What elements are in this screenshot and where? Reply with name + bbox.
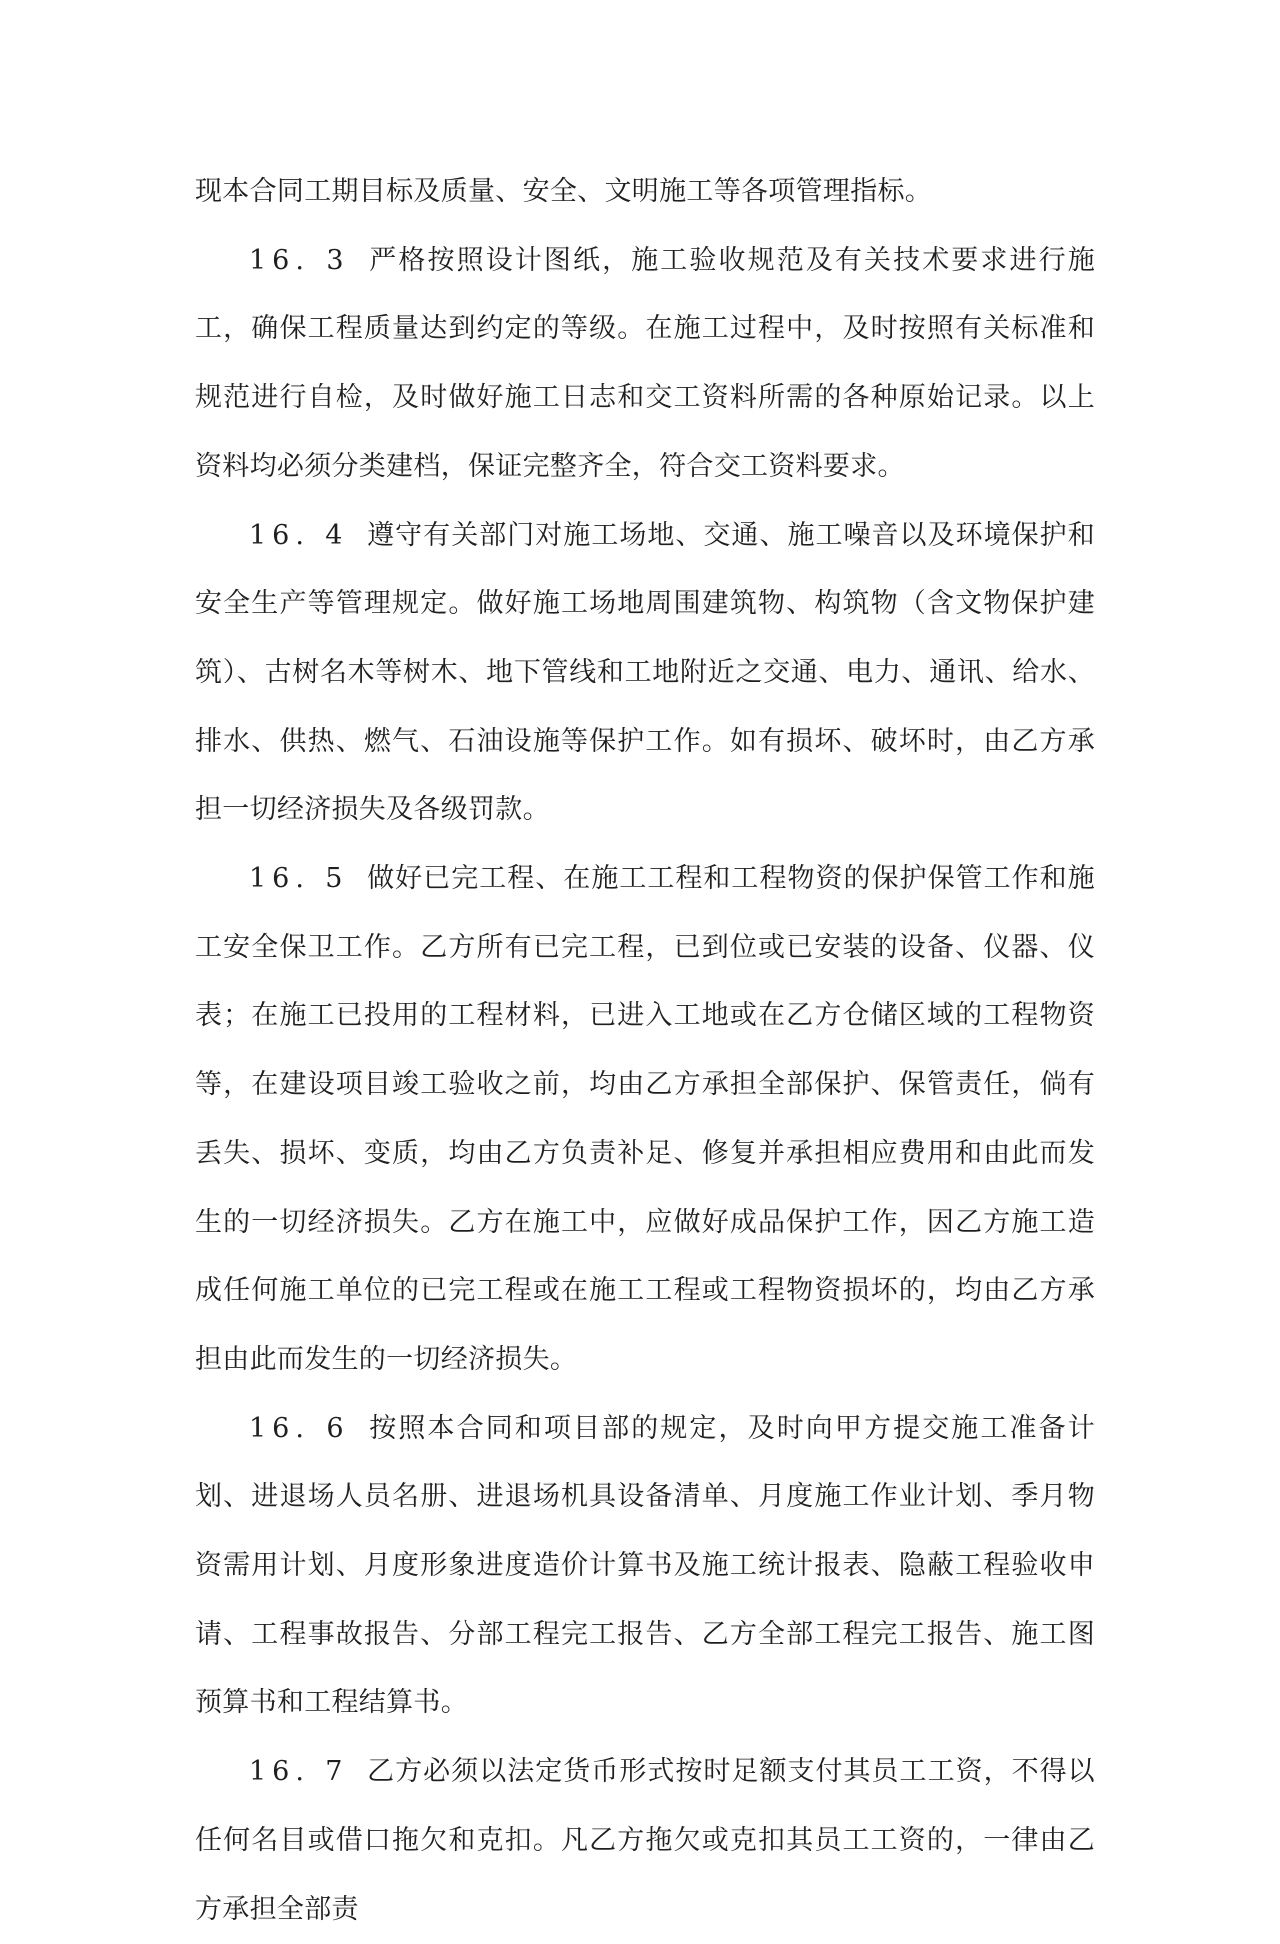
clause-text: 乙方必须以法定货币形式按时足额支付其员工工资，不得以任何名目或借口拖欠和克扣。凡乙方拖欠或克扣其员工工资的，一律由乙方承担全部责 [195, 1756, 1095, 1925]
clause-16-4 [195, 502, 1095, 846]
clause-16-5 [195, 845, 1095, 1395]
clause-16-6 [195, 1395, 1095, 1739]
paragraph-continuation [195, 158, 1095, 227]
clause-number: 16. 6 [249, 1412, 350, 1444]
clause-number: 16. 5 [249, 863, 349, 895]
clause-number: 16. 7 [249, 1756, 349, 1788]
clause-text: 严格按照设计图纸，施工验收规范及有关技术要求进行施工，确保工程质量达到约定的等级。在施工过程中，及时按照有关标准和规范进行自检，及时做好施工日志和交工资料所需的各种原始记录。以上资料均必须分类建档，保证完整齐全，符合交工资料要求。 [195, 244, 1095, 482]
clause-number: 16. 4 [249, 519, 349, 551]
clause-text: 遵守有关部门对施工场地、交通、施工噪音以及环境保护和安全生产等管理规定。做好施工场地周围建筑物、构筑物（含文物保护建筑）、古树名木等树木、地下管线和工地附近之交通、电力、通讯、给水、排水、供热、燃气、石油设施等保护工作。如有损坏、破坏时，由乙方承担一切经济损失及各级罚款。 [195, 519, 1095, 826]
clause-16-7 [195, 1738, 1095, 1944]
clause-number: 16. 3 [249, 244, 350, 276]
document-page [195, 158, 1095, 1944]
paragraph-text: 现本合同工期目标及质量、安全、文明施工等各项管理指标。 [195, 176, 933, 207]
clause-16-3 [195, 227, 1095, 502]
clause-text: 做好已完工程、在施工工程和工程物资的保护保管工作和施工安全保卫工作。乙方所有已完工程，已到位或已安装的设备、仪器、仪表；在施工已投用的工程材料，已进入工地或在乙方仓储区域的工程物资等，在建设项目竣工验收之前，均由乙方承担全部保护、保管责任，倘有丢失、损坏、变质，均由乙方负责补足、修复并承担相应费用和由此而发生的一切经济损失。乙方在施工中，应做好成品保护工作，因乙方施工造成任何施工单位的已完工程或在施工工程或工程物资损坏的，均由乙方承担由此而发生的一切经济损失。 [195, 863, 1095, 1375]
clause-text: 按照本合同和项目部的规定，及时向甲方提交施工准备计划、进退场人员名册、进退场机具设备清单、月度施工作业计划、季月物资需用计划、月度形象进度造价计算书及施工统计报表、隐蔽工程验收申请、工程事故报告、分部工程完工报告、乙方全部工程完工报告、施工图预算书和工程结算书。 [195, 1412, 1095, 1719]
